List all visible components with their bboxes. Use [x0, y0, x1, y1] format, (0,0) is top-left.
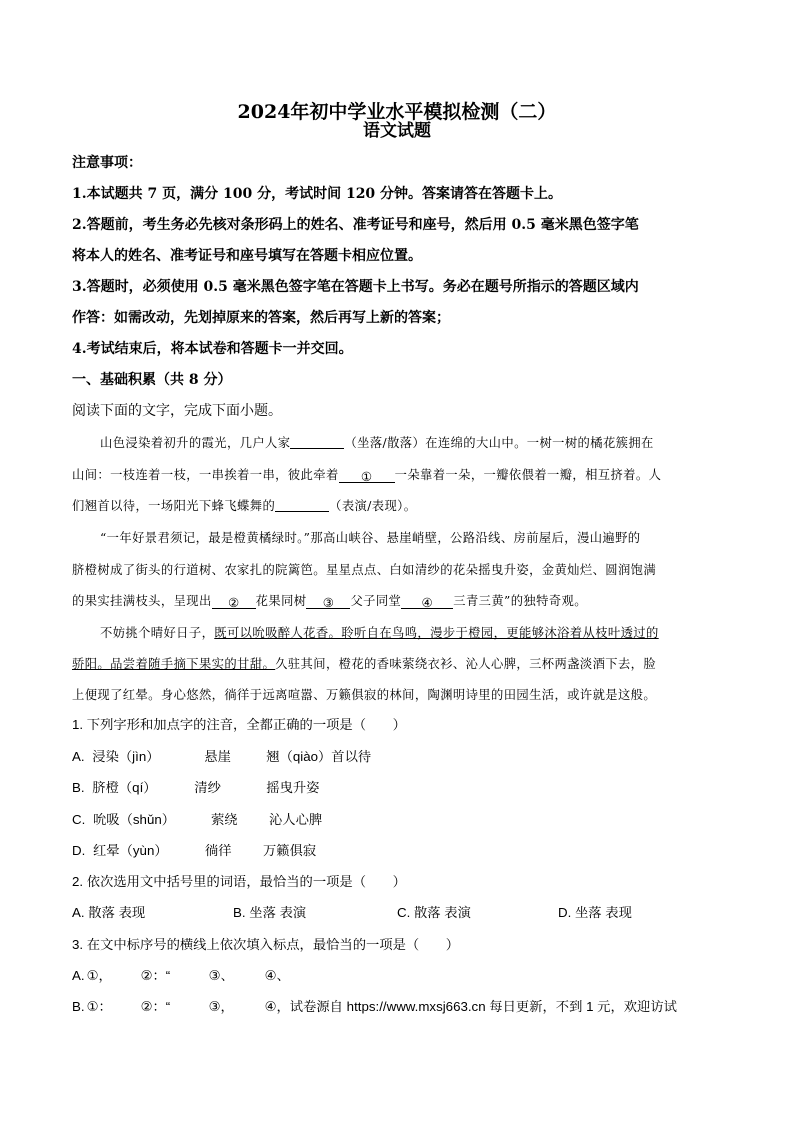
- fill-blank: [275, 499, 329, 512]
- notice-item: 作答：如需改动，先划掉原来的答案，然后再写上新的答案；: [72, 310, 450, 326]
- passage-line: 上便现了红晕。身心悠然，徜徉于远离喧嚣、万籁俱寂的林间，陶渊明诗里的田园生活，或许就是这般。: [72, 688, 657, 702]
- question-stem: 2. 依次选用文中括号里的词语，最恰当的一项是（ ）: [72, 874, 406, 889]
- notice-heading: 注意事项：: [72, 155, 142, 171]
- fill-blank-1: ①: [339, 470, 395, 483]
- fill-blank-4: ④: [401, 596, 453, 609]
- passage-line: 骄阳。品尝着随手摘下果实的甘甜。久驻其间，橙花的香味萦绕衣衫、沁人心脾，三杯两盏淡酒下去，脸: [72, 657, 657, 671]
- answer-option-b[interactable]: B. 脐橙（qí） 清纱 摇曳升姿: [72, 780, 320, 795]
- question-stem: 1. 下列字形和加点字的注音，全都正确的一项是（ ）: [72, 717, 406, 732]
- exam-title: 2024年初中学业水平模拟检测（二）: [237, 101, 557, 123]
- passage-line: 脐橙树成了街头的行道树、农家扎的院篱笆。星星点点、白如清纱的花朵摇曳升姿，金黄灿烂、圆润饱满: [72, 563, 657, 577]
- passage-line: 们翘首以待，一场阳光下蜂飞蝶舞的 （表演/表现）。: [72, 499, 417, 513]
- passage-line: 山间：一枝连着一枝，一串挨着一串，彼此牵着 ① 一朵靠着一朵，一瓣依偎着一瓣，相互挤着。人: [72, 468, 662, 484]
- answer-option-b[interactable]: B. 坐落 表演: [233, 905, 307, 920]
- question-stem: 3. 在文中标序号的横线上依次填入标点，最恰当的一项是（ ）: [72, 937, 460, 952]
- notice-item: 2.答题前，考生务必先核对条形码上的姓名、准考证号和座号，然后用 0.5 毫米黑色签字笔: [72, 217, 639, 233]
- fill-blank: [290, 436, 344, 449]
- underlined-sentence: 骄阳。品尝着随手摘下果实的甘甜。: [72, 657, 276, 671]
- answer-option-a[interactable]: A. 散落 表现: [72, 905, 146, 920]
- answer-option-c[interactable]: C. 吮吸（shǔn） 萦绕 沁人心脾: [72, 812, 323, 827]
- exam-subtitle: 语文试题: [363, 121, 431, 141]
- section-heading: 一、基础积累（共 8 分）: [72, 372, 232, 388]
- reading-instruction: 阅读下面的文字，完成下面小题。: [72, 403, 282, 419]
- answer-option-b[interactable]: B. ①： ②：“ ③， ④，试卷源自 https://www.mxsj663.cn 每日更新，不到 1 元，欢迎访试: [72, 999, 677, 1014]
- fill-blank-2: ②: [212, 596, 256, 609]
- answer-option-a[interactable]: A. 浸染（jìn） 悬崖 翘（qiào）首以待: [72, 749, 372, 764]
- notice-item: 4.考试结束后，将本试卷和答题卡一并交回。: [72, 341, 353, 357]
- notice-item: 将本人的姓名、准考证号和座号填写在答题卡相应位置。: [72, 248, 422, 264]
- notice-item: 3.答题时，必须使用 0.5 毫米黑色签字笔在答题卡上书写。务必在题号所指示的答题区域内: [72, 279, 639, 295]
- notice-item: 1.本试题共 7 页，满分 100 分，考试时间 120 分钟。答案请答在答题卡上。: [72, 186, 563, 202]
- answer-option-a[interactable]: A. ①， ②：“ ③、 ④、: [72, 968, 290, 983]
- answer-option-c[interactable]: C. 散落 表演: [397, 905, 471, 920]
- underlined-sentence: 既可以吮吸醉人花香。聆听自在鸟鸣，漫步于橙园，更能够沐浴着从枝叶透过的: [214, 626, 659, 640]
- passage-line: 山色浸染着初升的霞光，几户人家 （坐落/散落）在连绵的大山中。一树一树的橘花簇拥在: [100, 436, 654, 450]
- passage-line: 的果实挂满枝头，呈现出 ② 花果同树 ③ 父子同堂 ④ 三青三黄”的独特奇观。: [72, 594, 587, 610]
- fill-blank-3: ③: [306, 596, 350, 609]
- answer-option-d[interactable]: D. 坐落 表现: [558, 905, 632, 920]
- passage-line: “一年好景君须记，最是橙黄橘绿时。”那高山峡谷、悬崖峭壁，公路沿线、房前屋后，漫山遍野的: [100, 531, 641, 545]
- passage-line: 不妨挑个晴好日子，既可以吮吸醉人花香。聆听自在鸟鸣，漫步于橙园，更能够沐浴着从枝叶透过的: [100, 626, 659, 640]
- answer-option-d[interactable]: D. 红晕（yùn） 徜徉 万籁俱寂: [72, 843, 317, 858]
